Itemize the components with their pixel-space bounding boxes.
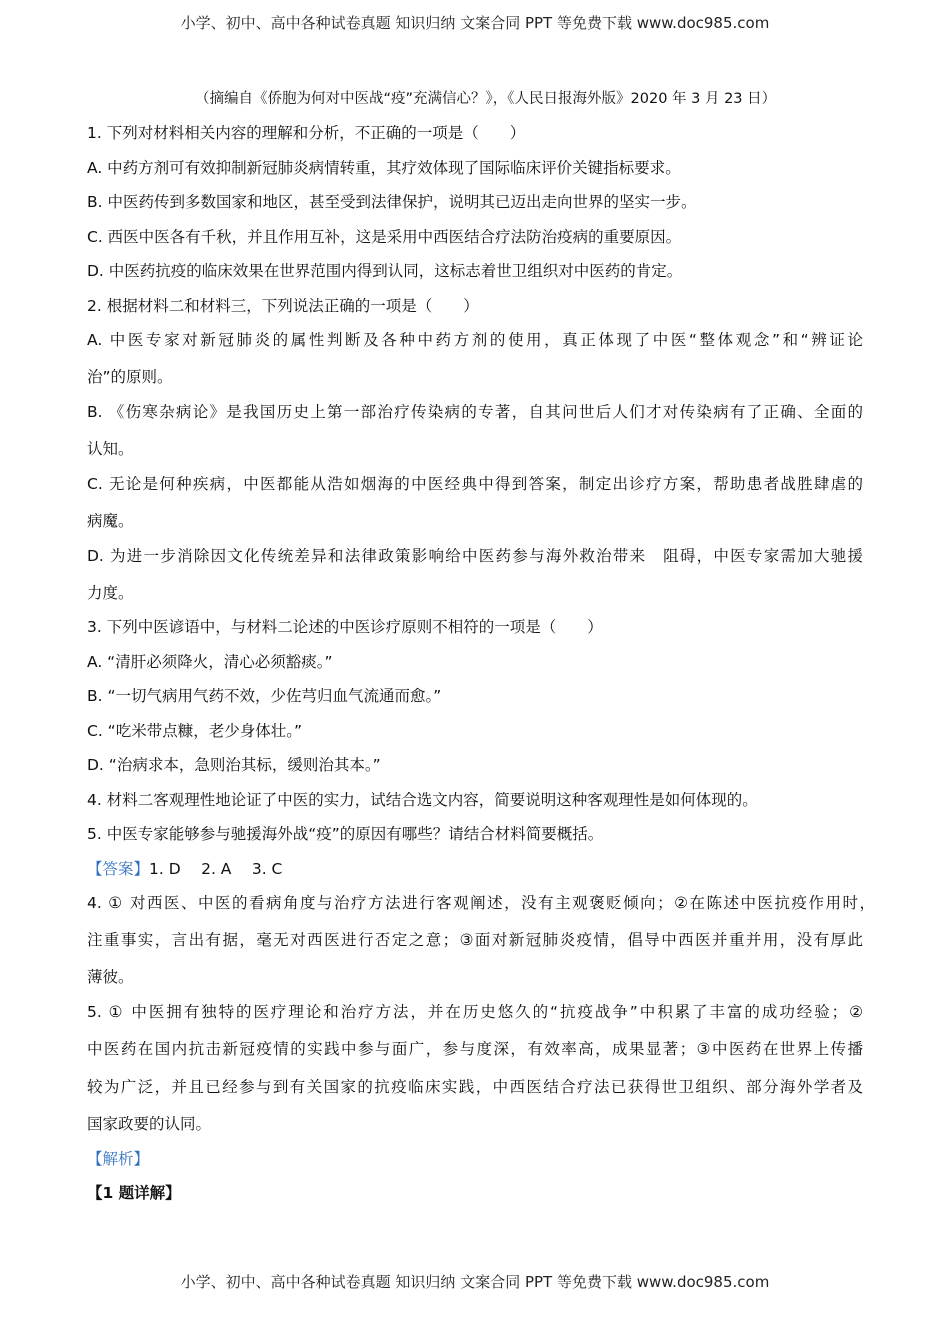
- answer-explanation-line: 5. ① 中医拥有独特的医疗理论和治疗方法，并在历史悠久的“抗疫战争”中积累了丰富的成功经验；②: [87, 1003, 863, 1021]
- answer-explanation-line: 国家政要的认同。: [87, 1115, 212, 1133]
- detail-label: 【1 题详解】: [87, 1184, 181, 1202]
- analysis-label: 【解析】: [87, 1150, 150, 1168]
- question-line: 力度。: [87, 584, 134, 602]
- question-line: A. “清肝必须降火，清心必须豁痰。”: [87, 653, 333, 671]
- question-line: D. 为进一步消除因文化传统差异和法律政策影响给中医药参与海外救治带来 阻碍，中医专家需加大驰援: [87, 547, 863, 565]
- question-line: 认知。: [87, 440, 134, 458]
- question-line: 1. 下列对材料相关内容的理解和分析，不正确的一项是（ ）: [87, 124, 526, 142]
- question-line: 4. 材料二客观理性地论证了中医的实力，试结合选文内容，简要说明这种客观理性是如何体现的。: [87, 791, 758, 809]
- answer-label: 【答案】: [87, 860, 150, 878]
- answer-explanation-line: 4. ① 对西医、中医的看病角度与治疗方法进行客观阐述，没有主观褒贬倾向；②在陈述中医抗疫作用时，: [87, 894, 875, 912]
- question-line: 治”的原则。: [87, 368, 173, 386]
- question-line: A. 中医专家对新冠肺炎的属性判断及各种中药方剂的使用，真正体现了中医“整体观念”和“辨证论: [87, 331, 863, 349]
- question-line: B. 《伤寒杂病论》是我国历史上第一部治疗传染病的专著，自其问世后人们才对传染病有了正确、全面的: [87, 403, 863, 421]
- question-line: B. 中医药传到多数国家和地区，甚至受到法律保护，说明其已迈出走向世界的坚实一步。: [87, 193, 697, 211]
- answer-explanation-line: 注重事实，言出有据，毫无对西医进行否定之意；③面对新冠肺炎疫情，倡导中西医并重并用，没有厚此: [87, 931, 863, 949]
- citation: （摘编自《侨胞为何对中医战“疫”充满信心？》，《人民日报海外版》2020 年 3 月 23 日）: [195, 91, 777, 107]
- page-footer: 小学、初中、高中各种试卷真题 知识归纳 文案合同 PPT 等免费下载 www.doc985.com: [180, 1273, 770, 1291]
- page-header: 小学、初中、高中各种试卷真题 知识归纳 文案合同 PPT 等免费下载 www.doc985.com: [180, 14, 770, 32]
- question-line: C. 无论是何种疾病，中医都能从浩如烟海的中医经典中得到答案，制定出诊疗方案，帮助患者战胜肆虐的: [87, 475, 863, 493]
- question-line: 2. 根据材料二和材料三，下列说法正确的一项是（ ）: [87, 297, 479, 315]
- answer-explanation-line: 较为广泛，并且已经参与到有关国家的抗疫临床实践，中西医结合疗法已获得世卫组织、部分海外学者及: [87, 1078, 863, 1096]
- question-line: C. “吃米带点糠，老少身体壮。”: [87, 722, 302, 740]
- question-line: D. 中医药抗疫的临床效果在世界范围内得到认同，这标志着世卫组织对中医药的肯定。: [87, 262, 683, 280]
- question-line: C. 西医中医各有千秋，并且作用互补，这是采用中西医结合疗法防治疫病的重要原因。: [87, 228, 682, 246]
- answer-text: 1. D 2. A 3. C: [149, 860, 283, 878]
- question-line: B. “一切气病用气药不效，少佐芎归血气流通而愈。”: [87, 687, 442, 705]
- answer-line: [87, 859, 282, 879]
- question-line: 3. 下列中医谚语中，与材料二论述的中医诊疗原则不相符的一项是（ ）: [87, 618, 603, 636]
- question-line: D. “治病求本，急则治其标，缓则治其本。”: [87, 756, 381, 774]
- answer-explanation-line: 中医药在国内抗击新冠疫情的实践中参与面广，参与度深，有效率高，成果显著；③中医药在世界上传播: [87, 1040, 863, 1058]
- question-line: A. 中药方剂可有效抑制新冠肺炎病情转重，其疗效体现了国际临床评价关键指标要求。: [87, 159, 681, 177]
- question-line: 5. 中医专家能够参与驰援海外战“疫”的原因有哪些？请结合材料简要概括。: [87, 825, 604, 843]
- question-line: 病魔。: [87, 512, 134, 530]
- answer-explanation-line: 薄彼。: [87, 968, 134, 986]
